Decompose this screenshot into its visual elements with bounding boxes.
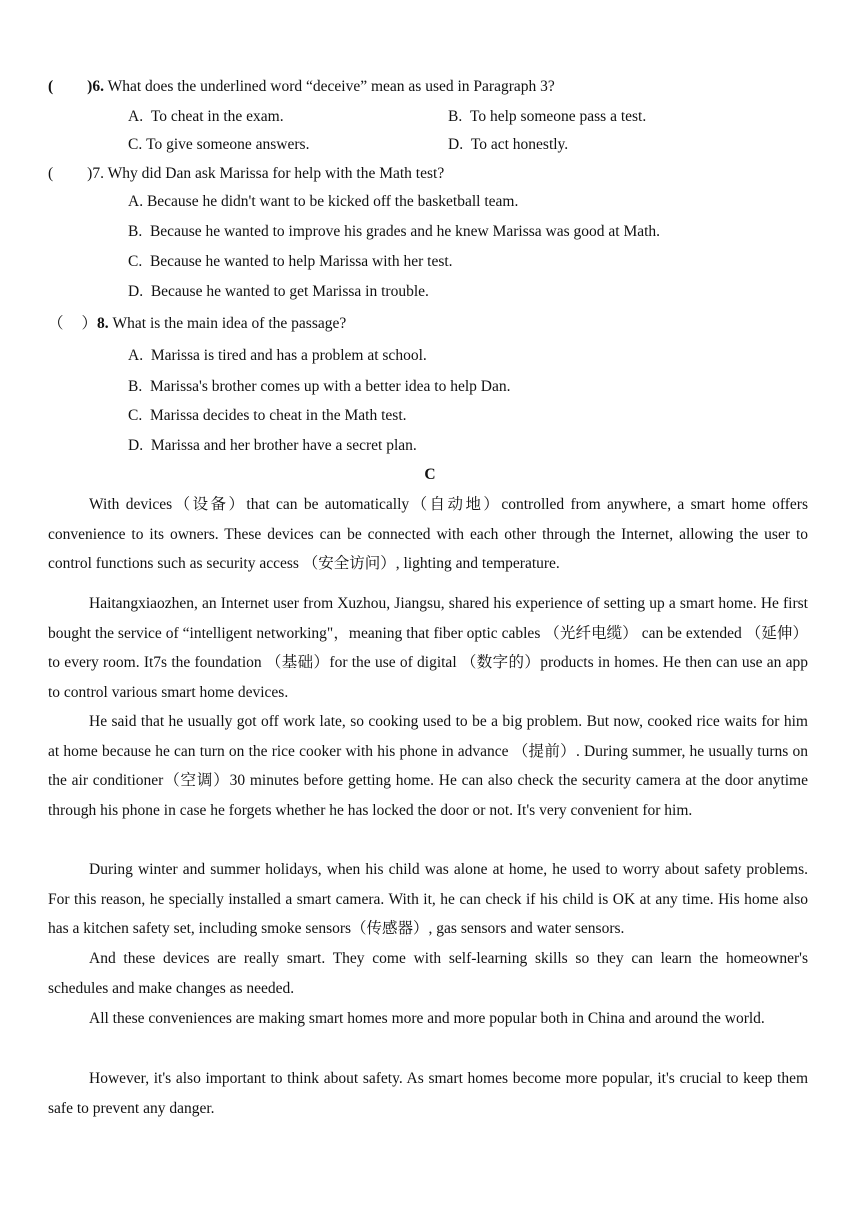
option-label: B. (448, 108, 463, 125)
passage-paragraph-3: He said that he usually got off work late, so cooking used to be a big problem. But now, cooked rice waits for him at home because he can turn on the rice cooker with his phone in advance （提前）. During summer, he usually turns on the air conditioner（空调）30 minutes before getting home. He can also check the security camera at the door anytime through his phone in case he forgets whether he has locked the door or not. It's very convenient for him. (48, 713, 808, 819)
option-8b (128, 377, 510, 397)
option-text: Because he wanted to improve his grades and he knew Marissa was good at Math. (149, 223, 661, 240)
option-label: B. (128, 223, 143, 240)
option-7b (128, 222, 660, 242)
option-text: Because he didn't want to be kicked off the basketball team. (146, 193, 519, 210)
option-text: Marissa and her brother have a secret plan. (150, 437, 417, 454)
option-text: To help someone pass a test. (469, 108, 647, 125)
option-8d (128, 436, 417, 456)
question-8 (48, 314, 346, 334)
option-label: C. (128, 253, 143, 270)
passage-paragraph-4: During winter and summer holidays, when his child was alone at home, he used to worry about safety problems. For this reason, he specially installed a smart camera. With it, he can check if his child is OK at any time. His home also has a kitchen safety set, including smoke sensors（传感器）, gas sensors and water sensors. (48, 861, 808, 937)
answer-paren-close: ) (87, 78, 93, 95)
option-6b (448, 107, 646, 127)
option-label: A. (128, 108, 144, 125)
question-number: 7. (92, 165, 104, 182)
section-heading: C (424, 466, 436, 483)
option-6a (128, 107, 284, 127)
question-text: What does the underlined word “deceive” mean as used in Paragraph 3? (107, 78, 555, 95)
answer-paren-open: ( (48, 78, 54, 95)
answer-paren-open: （ (48, 315, 64, 332)
option-7c (128, 252, 453, 272)
option-text: To act honestly. (470, 136, 569, 153)
option-6c (128, 135, 309, 155)
option-6d (448, 135, 568, 155)
option-text: Marissa decides to cheat in the Math test. (149, 407, 407, 424)
passage-paragraph-5: And these devices are really smart. They come with self-learning skills so they can learn the homeowner's schedules and make changes as needed. (48, 950, 808, 997)
option-label: C. (128, 407, 143, 424)
question-6 (48, 77, 555, 97)
option-text: Because he wanted to get Marissa in trouble. (150, 283, 429, 300)
option-8c (128, 406, 407, 426)
option-label: A. (128, 193, 144, 210)
option-text: Marissa's brother comes up with a better idea to help Dan. (149, 378, 511, 395)
option-text: To cheat in the exam. (150, 108, 284, 125)
option-7a (128, 192, 518, 212)
option-text: To give someone answers. (146, 136, 310, 153)
option-text: Because he wanted to help Marissa with her test. (149, 253, 453, 270)
option-label: D. (448, 136, 464, 153)
answer-paren-open: ( (48, 165, 54, 182)
option-label: D. (128, 283, 144, 300)
option-label: D. (128, 437, 144, 454)
option-7d (128, 282, 429, 302)
option-label: C. (128, 136, 143, 153)
answer-paren-close: ） (81, 315, 98, 332)
answer-paren-close: ) (87, 165, 93, 182)
question-number: 6. (92, 78, 104, 95)
question-text: What is the main idea of the passage? (112, 315, 347, 332)
option-8a (128, 346, 427, 366)
option-label: A. (128, 347, 144, 364)
passage-paragraph-6: All these conveniences are making smart homes more and more popular both in China and around the world. (89, 1010, 765, 1027)
passage-paragraph-2: Haitangxiaozhen, an Internet user from Xuzhou, Jiangsu, shared his experience of setting up a smart home. He first bought the service of “intelligent networking"，meaning that fiber optic cables （光纤电缆） can be extended （延伸）to every room. It7s the foundation （基础）for the use of digital （数字的）products in homes. He then can use an app to control various smart home devices. (48, 595, 808, 701)
question-7 (48, 164, 444, 184)
option-text: Marissa is tired and has a problem at school. (150, 347, 427, 364)
question-number: 8. (97, 315, 109, 332)
passage-paragraph-1: With devices（设备）that can be automatically（自动地）controlled from anywhere, a smart home offers convenience to its owners. These devices can be connected with each other through the Internet, allowing the user to control functions such as security access （安全访问）, lighting and temperature. (48, 496, 808, 572)
option-label: B. (128, 378, 143, 395)
passage-paragraph-7: However, it's also important to think about safety. As smart homes become more popular, it's crucial to keep them safe to prevent any danger. (48, 1070, 808, 1117)
question-text: Why did Dan ask Marissa for help with the Math test? (107, 165, 445, 182)
